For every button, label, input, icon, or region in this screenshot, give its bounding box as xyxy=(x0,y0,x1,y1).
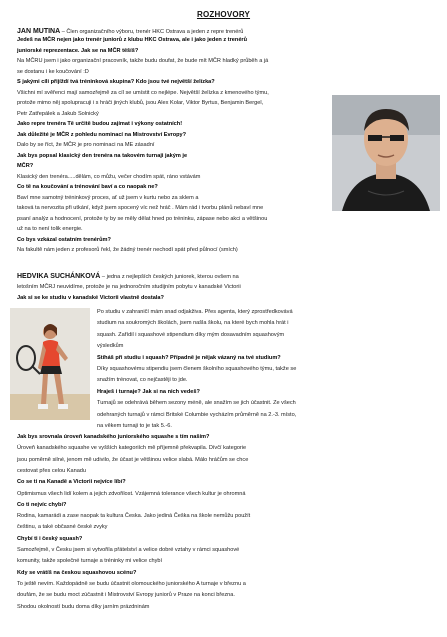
answer-line: protože mimo něj spolupracuji i s hráči jiných klubů, jsou Alex Kolar, Viktor Byrtus, Benjamin Bergel, xyxy=(17,100,264,106)
question-line: Jak si se ke studiu v kanadské Victorii vlastně dostala? xyxy=(17,294,164,301)
answer-line: psaní analýz a hodnocení, protože ty by se měly dělat hned po tréninku, zápase nebo akci a většinou xyxy=(17,215,268,222)
answer-line: studium na soukromých školách, jsem našla školu, na které bych mohla hrát i xyxy=(97,320,289,327)
answer-line: taková ta nervozita při utkání, když jsem spocený víc než hráč . Mám rád i tvorbu plánů nebaví mne xyxy=(17,205,264,211)
answer-line: už na to není tolik energie. xyxy=(17,226,83,232)
coach-photo xyxy=(332,95,440,211)
person-role: – jedna z nejlepších českých juniorek, kterou ovšem na xyxy=(100,274,239,280)
answer-line: Optimismus všech lidí kolem a jejich zdvořilost. Vzájemná tolerance všech kultur je ohromná xyxy=(17,490,246,497)
person-role: – Člen organizačního výboru, trenér HKC Ostrava a jeden z repre trenérů xyxy=(60,29,244,35)
answer-line: Na MČRU jsem i jako organizační pracovník, takže budu doufat, že bude mít MČR hladký průběh a já xyxy=(17,58,269,64)
answer-line: Turnajů se odehrává během sezony méně, ale snažím se jich účastnit. Ze všech xyxy=(97,400,296,407)
player-photo xyxy=(10,308,90,420)
answer-line: To ještě nevím. Každopádně se budu účastnit olomouckého juniorského A turnaje v březnu a xyxy=(17,580,246,587)
answer-line: jsou poměrně silné, jenom mě udivilo, že účast je většinou velice slabá. Málo hráčům se chce xyxy=(17,456,249,463)
answer-line: Baví mne samotný tréninkový proces, ať už jsem v kurtu nebo za sklem a xyxy=(17,194,199,201)
answer-line: Úroveň kanadského squashe ve vyšších kategoriích mě příjemně překvapila. Dívčí kategorie xyxy=(17,445,247,452)
intro-line xyxy=(17,273,239,281)
question-line: Kdy se vrátíš na českou squashovou scénu? xyxy=(17,569,137,576)
answer-line: Shodou okolností budu doma díky jarním prázdninám xyxy=(17,603,150,610)
question-line: Jak bys popsal klasický den trenéra na takovém turnaji jakým je xyxy=(17,152,188,159)
answer-line: češtinu, a také občasné české zvyky xyxy=(17,524,108,531)
answer-line: Díky squashovému stipendiu jsem členem školního squashového týmu, takže se xyxy=(97,366,297,372)
answer-line: komunity, takže společné turnaje a tréninky mi velice chybí xyxy=(17,558,163,565)
answer-line: Po studiu v zahraničí mám snad odjakživa. Přes agenta, který zprostředkovává xyxy=(97,309,293,315)
question-line: MČR? xyxy=(17,163,34,169)
answer-line: Samozřejmě, v Česku jsem si vytvořila přátelství a velice dobré vztahy v rámci squashové xyxy=(17,547,240,553)
answer-line: Dalo by se říct, že MČR je pro nominaci na ME zásadní xyxy=(17,142,155,148)
answer-line: squash. Zařídil i squashové stipendium díky mým dosavadním squashovým xyxy=(97,331,285,338)
question-line: Jedeš na MČR nejen jako trenér juniorů z klubu HKC Ostrava, ale i jako jeden z trenérů xyxy=(17,37,248,43)
person-name: HEDVIKA SUCHÁNKOVÁ xyxy=(17,273,101,280)
question-line: juniorské reprezentace. Jak se na MČR těšíš? xyxy=(17,47,139,54)
question-line: Hraješ i turnaje? Jak si na nich vedeš? xyxy=(97,388,200,395)
answer-line: na věkem turnaji to je tak 5.-6. xyxy=(97,423,172,429)
question-line: Jak důležité je MČR z pohledu nominací na Mistrovství Evropy? xyxy=(17,131,187,138)
answer-line: cestovat přes celou Kanadu xyxy=(17,467,87,474)
page-title: ROZHOVORY xyxy=(196,10,251,19)
person-name: JAN MUTINA xyxy=(17,28,61,35)
question-line: Jak bys srovnala úroveň kanadského juniorského squashe s tím naším? xyxy=(17,434,210,440)
question-line: Co bys vzkázal ostatním trenérům? xyxy=(17,236,111,243)
intro-line xyxy=(17,28,243,36)
answer-line: se dostanu i ke koučování :D xyxy=(17,68,89,75)
question-line: Co tě na koučování a trénování baví a co naopak ne? xyxy=(17,184,158,190)
answer-line: výsledkům xyxy=(97,343,124,350)
question-line: Chybí ti i český squash? xyxy=(17,535,83,542)
answer-line: Rodina, kamarádi a zase naopak ta kultura Česka. Jako jediná Češka na škole nemůžu použít xyxy=(17,513,251,520)
answer-line: Na fakultě nám jeden z profesorů řekl, že žádný trenér nechodí spát před půlnocí (smích) xyxy=(17,247,238,253)
answer-line: Petr Zatřepálek a Jakub Solnický xyxy=(17,110,99,117)
answer-line: Klasický den trenéra.....dělám, co můžu, večer chodím spát, ráno vstávám xyxy=(17,173,201,180)
question-line: Stíháš při studiu i squash? Případně je nějak vázaný na tvé studium? xyxy=(97,354,281,361)
question-line: S jakými cíli přijíždí tvá tréninková skupina? Kdo jsou tvé největší želízka? xyxy=(17,79,215,85)
question-line: Co ti nejvíc chybí? xyxy=(17,501,67,508)
answer-line: odehraných turnajů v rámci Britské Columbie vycházím průměrně na 2.-3. místo, xyxy=(97,411,297,418)
answer-line: doufám, že se budu moct zúčastnit i Mistrovství Evropy juniorů v Praze na konci března. xyxy=(17,592,235,599)
question-line: Jako repre trenéra Tě určitě budou zajímat i výkony ostatních! xyxy=(17,121,183,127)
answer-line: snažím trénovat, co nejčastěji to jde. xyxy=(97,377,188,384)
question-line: Co se ti na Kanadě a Victorii nejvíce líbí? xyxy=(17,479,126,486)
answer-line: letošním MČRJ neuvidíme, protože je na jednoročním studijním pobytu v kanadské Victorii xyxy=(17,284,241,290)
answer-line: Všichni mí svěřenci mají samozřejmě za cíl se umístit co nejlépe. Největší želízka z kmenového týmu, xyxy=(17,89,269,96)
